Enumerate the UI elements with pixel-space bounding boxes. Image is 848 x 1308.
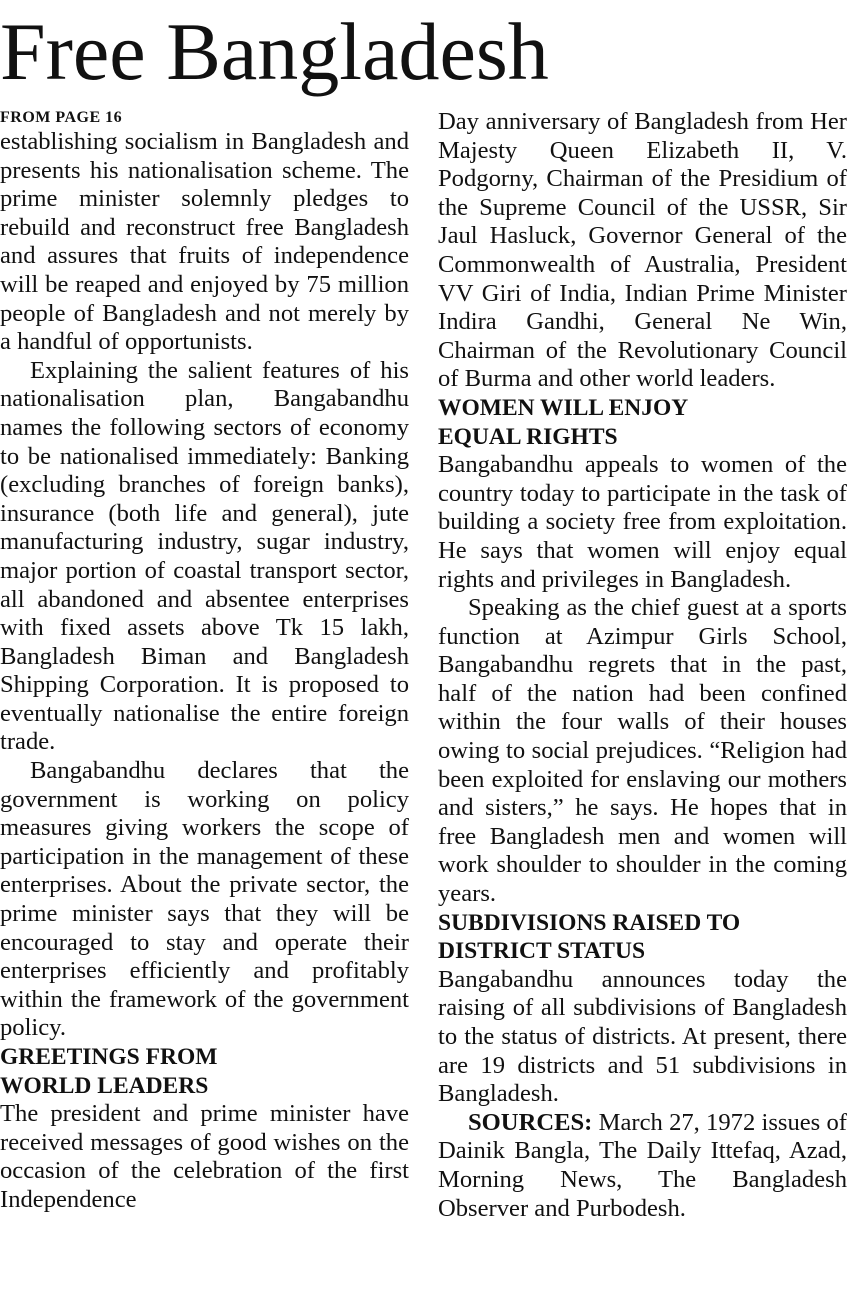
subheading-line: DISTRICT STATUS bbox=[438, 938, 646, 965]
article-paragraph: Explaining the salient features of his nationalisation plan, Bangabandhu names the following sectors of economy to be nationalised immediately: Banking (excluding branches of foreign banks), insurance (both life and general), jute manufacturing industry, sugar industry, major portion of coastal transport sector, all abandoned and absentee enterprises with fixed assets above Tk 15 lakh, Bangladesh Biman and Bangladesh Shipping Corporation. It is proposed to eventually nationalise the entire foreign trade. bbox=[0, 356, 409, 756]
subheading-women bbox=[438, 394, 847, 451]
headline: Free Bangladesh bbox=[0, 6, 549, 97]
subheading-line: WOMEN WILL ENJOY bbox=[438, 394, 689, 421]
subheading-line: WORLD LEADERS bbox=[0, 1072, 209, 1099]
continued-from-label: FROM PAGE 16 bbox=[0, 109, 123, 126]
article-paragraph: Bangabandhu declares that the government is working on policy measures giving workers the scope of participation in the management of these enterprises. About the private sector, the prime minister says that they will be encouraged to stay and operate their enterprises efficiently and profitably within the framework of the government policy. bbox=[0, 757, 409, 1042]
article-paragraph: Bangabandhu appeals to women of the country today to participate in the task of building a society free from exploitation. He says that women will enjoy equal rights and privileges in Bangladesh. bbox=[438, 451, 847, 593]
sources-label: SOURCES: bbox=[468, 1108, 593, 1136]
article-paragraph: Speaking as the chief guest at a sports function at Azimpur Girls School, Bangabandhu regrets that in the past, half of the nation had been confined within the four walls of their houses owing to social prejudices. “Religion had been exploited for enslaving our mothers and sisters,” he says. He hopes that in free Bangladesh men and women will work shoulder to shoulder in the coming years. bbox=[438, 594, 847, 908]
article-paragraph: Bangabandhu announces today the raising of all subdivisions of Bangladesh to the status of districts. At present, there are 19 districts and 51 subdivisions in Bangladesh. bbox=[438, 965, 847, 1108]
subheading-line: GREETINGS FROM bbox=[0, 1044, 218, 1070]
left-column bbox=[0, 108, 409, 1215]
subheading-line: SUBDIVISIONS RAISED TO bbox=[438, 909, 741, 936]
article-paragraph: The president and prime minister have received messages of good wishes on the occasion of the celebration of the first Independence bbox=[0, 1100, 409, 1213]
subheading-line: EQUAL RIGHTS bbox=[438, 423, 618, 450]
article-paragraph: establishing socialism in Bangladesh and presents his nationalisation scheme. The prime minister solemnly pledges to rebuild and reconstruct free Bangladesh and assures that fruits of independence will be reaped and enjoyed by 75 million people of Bangladesh and not merely by a handful of opportunists. bbox=[0, 128, 409, 356]
right-column bbox=[438, 108, 847, 1223]
sources-text: March 27, 1972 issues of Dainik Bangla, The Daily Ittefaq, Azad, Morning News, The Bangladesh Observer and Purbodesh. bbox=[438, 1108, 847, 1222]
subheading-subdivisions bbox=[438, 909, 847, 966]
article-paragraph: Day anniversary of Bangladesh from Her Majesty Queen Elizabeth II, V. Podgorny, Chairman of the Presidium of the Supreme Council of the USSR, Sir Jaul Hasluck, Governor General of the Commonwealth of Australia, President VV Giri of India, Indian Prime Minister Indira Gandhi, General Ne Win, Chairman of the Revolutionary Council of Burma and other world leaders. bbox=[438, 108, 847, 393]
sources-paragraph bbox=[438, 1109, 847, 1223]
subheading-greetings bbox=[0, 1043, 409, 1100]
